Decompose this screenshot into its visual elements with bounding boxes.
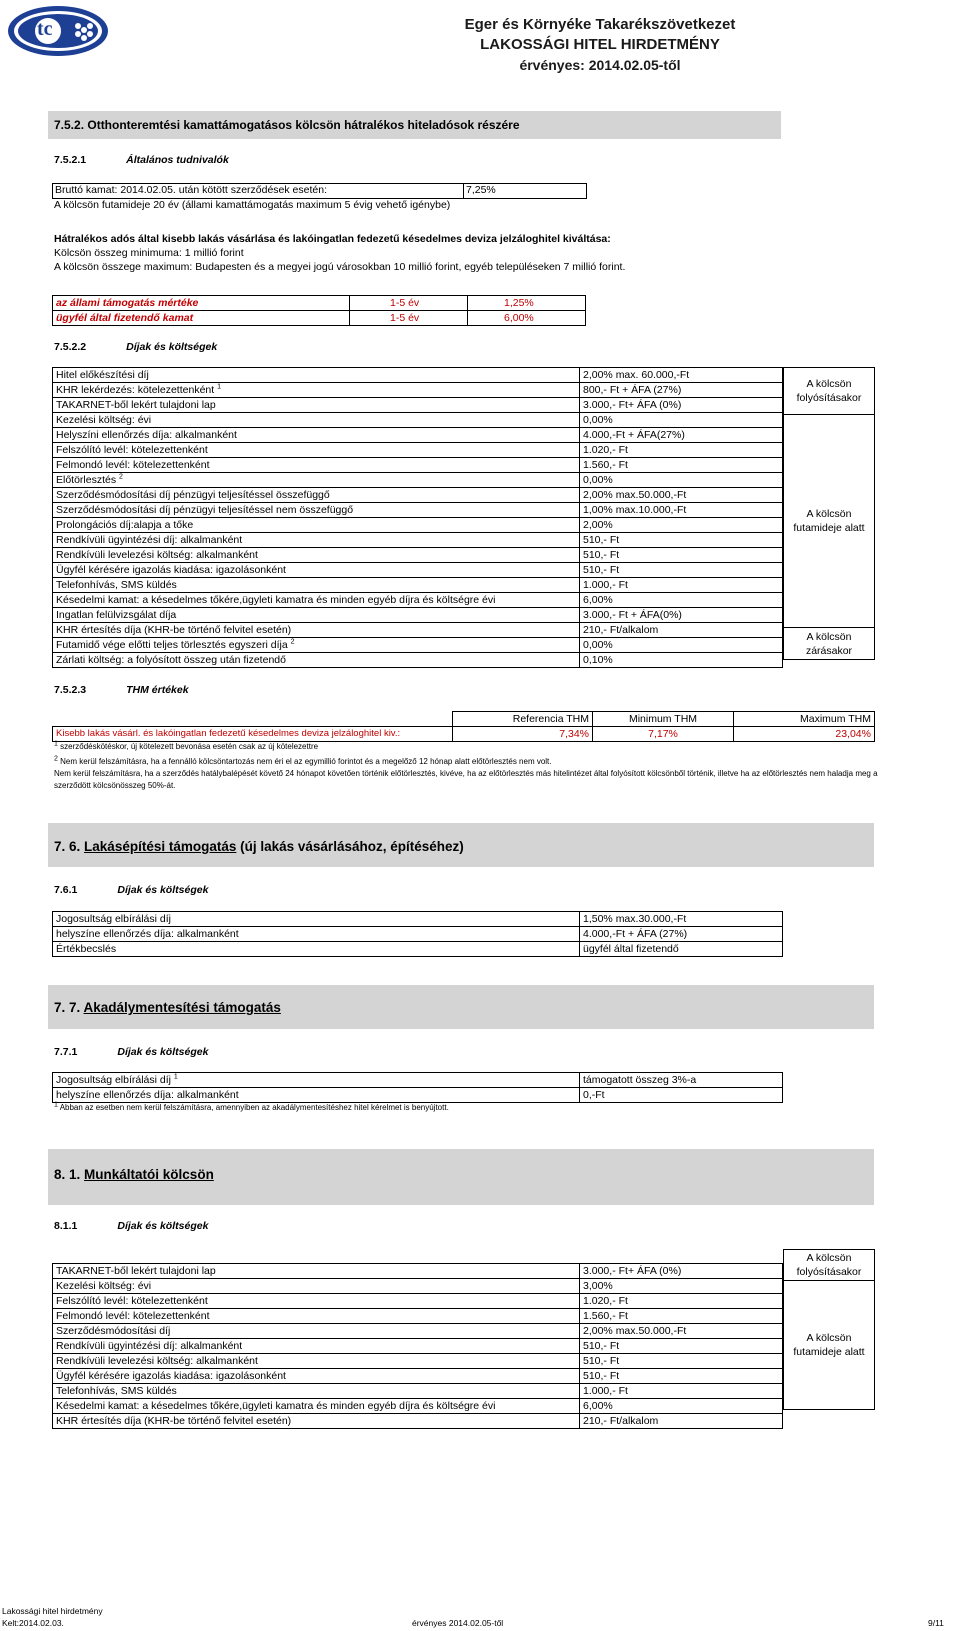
table-row [53, 1264, 783, 1279]
company-logo [6, 4, 110, 58]
fee-value: 210,- Ft/alkalom [580, 623, 783, 638]
fee-value: 1.000,- Ft [580, 1384, 783, 1399]
fee-label-text: TAKARNET-ből lekért tulajdoni lap [56, 1265, 216, 1277]
subsection-7-5-2-3 [54, 684, 189, 696]
fee-value: 1.000,- Ft [580, 578, 783, 593]
fee-label [53, 1339, 580, 1354]
table-row [53, 383, 783, 398]
table-row [53, 368, 783, 383]
note-term: A kölcsön futamideje alatt [784, 1281, 875, 1410]
footer-page: 9/11 [928, 1618, 944, 1628]
fee-label [53, 398, 580, 413]
fee-label-text: Hitel előkészítési díj [56, 369, 149, 381]
table-row [53, 638, 783, 653]
table-row [53, 912, 783, 927]
fee-value: 0,-Ft [580, 1088, 783, 1103]
fee-label [53, 1399, 580, 1414]
table-row [53, 443, 783, 458]
fee-value: 510,- Ft [580, 563, 783, 578]
fee-value: 4.000,-Ft + ÁFA(27%) [580, 428, 783, 443]
section-title-7-6 [54, 839, 464, 854]
fee-label-text: Késedelmi kamat: a késedelmes tőkére,ügyleti kamatra és minden egyéb díjra és költségre évi [56, 594, 496, 606]
footer-doc: Lakossági hitel hirdetmény [2, 1606, 103, 1616]
table-row [53, 296, 586, 311]
footnote-3: Nem kerül felszámításra, ha a szerződés hatálybalépését követő 24 hónapot követően történik előtörlesztés, kivéve, ha az előtörlesztés más hitelintézet által folyósított kölcsönből történik, illetve ha az előtörlesztés nem haladja meg a szerződött kölcsönösszeg 50%-át. [54, 769, 878, 790]
footnote-ref: 1 [217, 383, 221, 391]
table-row [53, 413, 783, 428]
fee-value: 6,00% [580, 593, 783, 608]
fee-value: 1.020,- Ft [580, 1294, 783, 1309]
table-row [53, 563, 783, 578]
fee-label [53, 927, 580, 942]
fee-label-text: KHR lekérdezés: kötelezettenként [56, 384, 215, 396]
fee-value: 2,00% max.50.000,-Ft [580, 488, 783, 503]
table-row [53, 488, 783, 503]
table-row [53, 1414, 783, 1429]
thm-value: 7,34% [453, 727, 593, 742]
note-term: A kölcsön futamideje alatt [784, 415, 875, 628]
fee-label [53, 488, 580, 503]
fee-label [53, 548, 580, 563]
rate-label: Bruttó kamat: 2014.02.05. után kötött szerződések esetén: [55, 184, 328, 196]
purpose-line: Hátralékos adós által kisebb lakás vásárlása és lakóingatlan fedezetű késedelmes deviza jelzáloghitel kiváltása: [54, 233, 611, 245]
fee-value: 510,- Ft [580, 1354, 783, 1369]
table-row [53, 727, 875, 742]
fee-label [53, 608, 580, 623]
fee-value: 510,- Ft [580, 548, 783, 563]
fee-label-text: Felmondó levél: kötelezettenként [56, 459, 210, 471]
section-title-underlined: Munkáltatói kölcsön [84, 1167, 214, 1182]
thm-header: Minimum THM [593, 712, 734, 727]
fee-label-text: Rendkívüli ügyintézési díj: alkalmanként [56, 534, 243, 546]
section-title-underlined: Akadálymentesítési támogatás [83, 1000, 281, 1015]
footnote-7-7: $^1$ Abban az esetben nem kerül felszámításra, amennyiben az akadálymentesítéshez hitel kérelmet is benyújtott. [54, 1101, 449, 1112]
fee-label [53, 912, 580, 927]
table-row [53, 458, 783, 473]
subsection-title: Díjak és költségek [126, 341, 218, 353]
fee-label-text: helyszíne ellenőrzés díja: alkalmanként [56, 1089, 239, 1101]
org-name: Eger és Környéke Takarékszövetkezet [464, 16, 736, 33]
thm-value: 23,04% [734, 727, 875, 742]
fee-value: 6,00% [580, 1399, 783, 1414]
table-row [53, 1339, 783, 1354]
thm-table [52, 711, 875, 742]
footnote-text: Abban az esetben nem kerül felszámításra, amennyiben az akadálymentesítéshez hitel kérelmet is benyújtott. [59, 1103, 449, 1112]
fee-value: 1.560,- Ft [580, 458, 783, 473]
table-row [53, 1294, 783, 1309]
subsection-title: Általános tudnivalók [126, 154, 229, 166]
table-row [53, 712, 875, 727]
footer-valid: érvényes 2014.02.05-től [412, 1618, 504, 1628]
footnote-ref: 2 [119, 473, 123, 481]
table-row [53, 518, 783, 533]
section-number: 8. 1. [54, 1167, 81, 1182]
footnote-text: szerződéskötéskor, új kötelezett bevonása esetén csak az új kötelezettre [60, 742, 319, 751]
subsection-7-5-2-1 [54, 154, 229, 166]
subsection-7-6-1 [54, 884, 208, 896]
fee-label-text: Szerződésmódosítási díj pénzügyi teljesítéssel nem összefüggő [56, 504, 354, 516]
fee-label [53, 638, 580, 653]
subsection-7-7-1 [54, 1046, 208, 1058]
fee-label [53, 593, 580, 608]
fee-value: 210,- Ft/alkalom [580, 1414, 783, 1429]
note-disbursement: A kölcsön folyósításakor [784, 368, 875, 415]
table-row [53, 578, 783, 593]
thm-row-label: Kisebb lakás vásárl. és lakóingatlan fedezetű késedelmes deviza jelzáloghitel kiv.: [53, 727, 453, 742]
section-number: 7. 7. [54, 1000, 81, 1015]
table-row [53, 1309, 783, 1324]
fee-label [53, 653, 580, 668]
thm-header: Maximum THM [734, 712, 875, 727]
thm-value: 7,17% [593, 727, 734, 742]
table-row [53, 1073, 783, 1088]
fee-label-text: Jogosultság elbírálási díj [56, 913, 171, 925]
fee-label-text: KHR értesítés díja (KHR-be történő felvitel esetén) [56, 1415, 292, 1427]
support-table [52, 295, 586, 326]
fee-label [53, 458, 580, 473]
fee-value: 0,00% [580, 473, 783, 488]
table-row [53, 593, 783, 608]
fee-label-text: Telefonhívás, SMS küldés [56, 1385, 177, 1397]
term-line: A kölcsön futamideje 20 év (állami kamattámogatás maximum 5 évig vehető igénybe) [54, 199, 451, 211]
fee-label [53, 1279, 580, 1294]
fee-value: 0,00% [580, 413, 783, 428]
fee-label-text: helyszíne ellenőrzés díja: alkalmanként [56, 928, 239, 940]
fee-label [53, 1264, 580, 1279]
fee-label [53, 1414, 580, 1429]
footnote-1: $^1$ szerződéskötéskor, új kötelezett bevonása esetén csak az új kötelezettre [54, 740, 319, 751]
subsection-7-5-2-2 [54, 341, 217, 353]
fee-label-text: Kezelési költség: évi [56, 414, 152, 426]
fee-label-text: Előtörlesztés [56, 474, 117, 486]
table-row [53, 503, 783, 518]
footer-date: Kelt:2014.02.03. [2, 1618, 64, 1628]
fees-table-8-1-1 [52, 1263, 783, 1429]
fee-value: ügyfél által fizetendő [580, 942, 783, 957]
fee-label-text: Késedelmi kamat: a késedelmes tőkére,ügyleti kamatra és minden egyéb díjra és költségre évi [56, 1400, 496, 1412]
fee-label [53, 1073, 580, 1088]
fee-label [53, 368, 580, 383]
fee-label-text: Ügyfél kérésére igazolás kiadása: igazolásonként [56, 564, 286, 576]
fee-label-text: Jogosultság elbírálási díj [56, 1074, 171, 1086]
support-period: 1-5 év [350, 296, 468, 311]
fee-label [53, 473, 580, 488]
fee-label [53, 503, 580, 518]
table-row [53, 1384, 783, 1399]
fee-label-text: Rendkívüli ügyintézési díj: alkalmanként [56, 1340, 243, 1352]
logo-letters: tc [37, 18, 53, 40]
table-row [53, 927, 783, 942]
fee-value: 1.020,- Ft [580, 443, 783, 458]
fee-label [53, 1088, 580, 1103]
fees-table-7-6-1 [52, 911, 783, 957]
table-row [53, 473, 783, 488]
fee-label [53, 1384, 580, 1399]
subsection-8-1-1 [54, 1220, 208, 1232]
fee-label [53, 1369, 580, 1384]
fee-value: 1,50% max.30.000,-Ft [580, 912, 783, 927]
fee-value: 3.000,- Ft+ ÁFA (0%) [580, 398, 783, 413]
rate-box [52, 183, 587, 199]
fee-value: 4.000,-Ft + ÁFA (27%) [580, 927, 783, 942]
fees-table-7-7-1 [52, 1072, 783, 1103]
fee-value: 510,- Ft [580, 533, 783, 548]
fee-label-text: Szerződésmódosítási díj pénzügyi teljesítéssel összefüggő [56, 489, 330, 501]
fee-label-text: KHR értesítés díja (KHR-be történő felvitel esetén) [56, 624, 292, 636]
fee-label [53, 383, 580, 398]
fee-label [53, 533, 580, 548]
valid-date: érvényes: 2014.02.05-től [519, 57, 681, 73]
table-row [53, 1088, 783, 1103]
fee-label [53, 443, 580, 458]
table-row [53, 1324, 783, 1339]
fee-value: 510,- Ft [580, 1369, 783, 1384]
subsection-number: 7.5.2.3 [54, 684, 87, 696]
fee-label-text: Telefonhívás, SMS küldés [56, 579, 177, 591]
fee-label-text: Helyszíni ellenőrzés díja: alkalmanként [56, 429, 237, 441]
fee-value: 510,- Ft [580, 1339, 783, 1354]
fee-label-text: Szerződésmódosítási díj [56, 1325, 171, 1337]
fee-label [53, 428, 580, 443]
max-amount: A kölcsön összege maximum: Budapesten és a megyei jogú városokban 10 millió forint, egyéb településeken 7 millió forint. [54, 261, 626, 273]
fee-value: 3.000,- Ft+ ÁFA (0%) [580, 1264, 783, 1279]
section-title-8-1 [54, 1167, 214, 1182]
fee-label-text: Ingatlan felülvizsgálat díja [56, 609, 177, 621]
fee-value: 2,00% max. 60.000,-Ft [580, 368, 783, 383]
table-row [53, 398, 783, 413]
table-row [53, 1399, 783, 1414]
footnote-ref: 1 [173, 1073, 178, 1081]
support-value: 1,25% [468, 296, 586, 311]
table-row [53, 1354, 783, 1369]
support-period: 1-5 év [350, 311, 468, 326]
fee-label-text: Rendkívüli levelezési költség: alkalmanként [56, 549, 258, 561]
support-label: az állami támogatás mértéke [53, 296, 350, 311]
subsection-number: 7.7.1 [54, 1046, 78, 1058]
footnote-ref: 2 [290, 638, 295, 646]
fee-label-text: TAKARNET-ből lekért tulajdoni lap [56, 399, 216, 411]
fee-value: 800,- Ft + ÁFA (27%) [580, 383, 783, 398]
fee-label [53, 1309, 580, 1324]
fee-value: támogatott összeg 3%-a [580, 1073, 783, 1088]
table-row [53, 548, 783, 563]
fees-notes-7-5-2-2 [783, 367, 875, 660]
subsection-title: Díjak és költségek [117, 884, 209, 896]
fee-label-text: Felszólító levél: kötelezettenként [56, 1295, 208, 1307]
fee-label-text: Kezelési költség: évi [56, 1280, 152, 1292]
support-value: 6,00% [468, 311, 586, 326]
fee-label [53, 942, 580, 957]
fee-value: 1.560,- Ft [580, 1309, 783, 1324]
footnote-2: $^2$ Nem kerül felszámításra, ha a fennálló kölcsöntartozás nem éri el az egymillió forintot és a megelőző 12 hónap alatt előtörlesztés nem volt. [54, 755, 552, 766]
table-row [53, 653, 783, 668]
fee-value: 3,00% [580, 1279, 783, 1294]
fee-label [53, 563, 580, 578]
fee-label [53, 623, 580, 638]
thm-header: Referencia THM [453, 712, 593, 727]
subsection-title: Díjak és költségek [117, 1046, 209, 1058]
min-amount: Kölcsön összeg minimuma: 1 millió forint [54, 247, 244, 259]
rate-value: 7,25% [466, 184, 496, 196]
note-closing: A kölcsön zárásakor [784, 628, 875, 660]
doc-title: LAKOSSÁGI HITEL HIRDETMÉNY [480, 36, 720, 53]
section-title-7-5-2: 7.5.2. Otthonteremtési kamattámogatásos kölcsön hátralékos hiteladósok részére [54, 118, 520, 132]
table-row [53, 533, 783, 548]
fee-value: 2,00% max.50.000,-Ft [580, 1324, 783, 1339]
note-disbursement: A kölcsön folyósításakor [784, 1250, 875, 1281]
table-row [53, 1369, 783, 1384]
fee-value: 2,00% [580, 518, 783, 533]
table-row [53, 608, 783, 623]
fee-label [53, 413, 580, 428]
fee-label [53, 518, 580, 533]
subsection-number: 7.5.2.2 [54, 341, 87, 353]
subsection-title: Díjak és költségek [117, 1220, 209, 1232]
fees-notes-8-1-1 [783, 1249, 875, 1410]
section-title-7-7 [54, 1000, 281, 1015]
subsection-number: 7.5.2.1 [54, 154, 87, 166]
fee-value: 1,00% max.10.000,-Ft [580, 503, 783, 518]
subsection-number: 7.6.1 [54, 884, 78, 896]
section-number: 7. 6. [54, 839, 81, 854]
section-title-rest: (új lakás vásárlásához, építéséhez) [236, 839, 464, 854]
table-row [53, 1279, 783, 1294]
footnote-text: Nem kerül felszámításra, ha a fennálló kölcsöntartozás nem éri el az egymillió forintot és a megelőző 12 hónap alatt előtörlesztés nem volt. [60, 757, 552, 766]
table-row [53, 311, 586, 326]
fee-value: 0,00% [580, 638, 783, 653]
fee-value: 3.000,- Ft + ÁFA(0%) [580, 608, 783, 623]
fee-label-text: Ügyfél kérésére igazolás kiadása: igazolásonként [56, 1370, 286, 1382]
fee-label [53, 1324, 580, 1339]
fees-table-7-5-2-2 [52, 367, 783, 668]
fee-label-text: Zárlati költség: a folyósított összeg után fizetendő [56, 654, 286, 666]
fee-label [53, 578, 580, 593]
fee-label [53, 1354, 580, 1369]
fee-label-text: Felszólító levél: kötelezettenként [56, 444, 208, 456]
subsection-number: 8.1.1 [54, 1220, 78, 1232]
section-title-underlined: Lakásépítési támogatás [84, 839, 237, 854]
fee-label-text: Prolongációs díj:alapja a tőke [56, 519, 194, 531]
table-row [53, 623, 783, 638]
fee-label [53, 1294, 580, 1309]
table-row [53, 942, 783, 957]
fee-label-text: Futamidő vége előtti teljes törlesztés egyszeri díja [56, 639, 288, 651]
fee-value: 0,10% [580, 653, 783, 668]
table-row [53, 428, 783, 443]
fee-label-text: Értékbecslés [56, 943, 117, 955]
subsection-title: THM értékek [126, 684, 189, 696]
support-label: ügyfél által fizetendő kamat [53, 311, 350, 326]
fee-label-text: Felmondó levél: kötelezettenként [56, 1310, 210, 1322]
fee-label-text: Rendkívüli levelezési költség: alkalmanként [56, 1355, 258, 1367]
